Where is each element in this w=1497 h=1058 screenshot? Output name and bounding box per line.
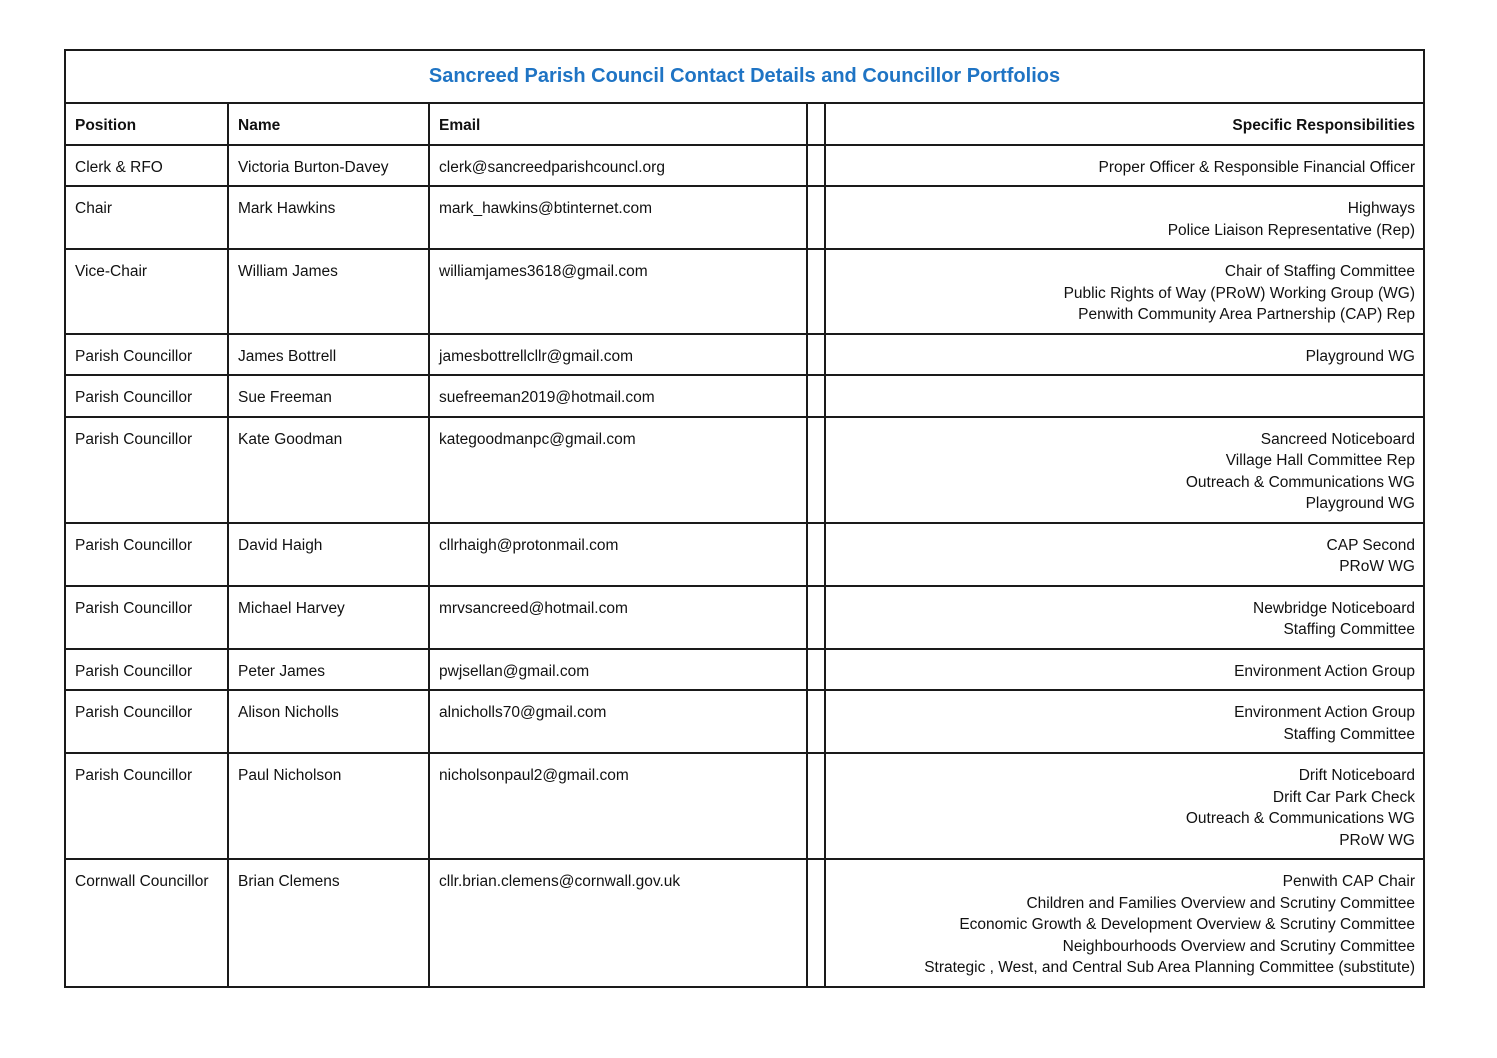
table-row bbox=[65, 375, 1424, 417]
name-cell: Peter James bbox=[228, 649, 429, 691]
name-cell: Alison Nicholls bbox=[228, 690, 429, 753]
name-cell: Mark Hawkins bbox=[228, 186, 429, 249]
spacer-cell bbox=[807, 649, 825, 691]
header-spacer bbox=[807, 103, 825, 145]
responsibility-item: Outreach & Communications WG bbox=[1185, 810, 1415, 827]
responsibilities-cell bbox=[825, 375, 1424, 417]
responsibilities-cell bbox=[825, 586, 1424, 649]
spacer-cell bbox=[807, 586, 825, 649]
responsibility-item: Staffing Committee bbox=[1283, 725, 1415, 743]
name-cell: Michael Harvey bbox=[228, 586, 429, 649]
spacer-cell bbox=[807, 417, 825, 523]
email-cell: clerk@sancreedparishcouncl.org bbox=[429, 145, 807, 187]
spacer-cell bbox=[807, 859, 825, 987]
name-cell: William James bbox=[228, 249, 429, 334]
email-cell: cllrhaigh@protonmail.com bbox=[429, 523, 807, 586]
email-cell: kategoodmanpc@gmail.com bbox=[429, 417, 807, 523]
responsibility-item: Proper Officer & Responsible Financial Officer bbox=[1098, 158, 1415, 176]
name-cell: Paul Nicholson bbox=[228, 753, 429, 859]
name-cell: David Haigh bbox=[228, 523, 429, 586]
email-cell: mrvsancreed@hotmail.com bbox=[429, 586, 807, 649]
header-position: Position bbox=[65, 103, 228, 145]
table-row bbox=[65, 249, 1424, 334]
spacer-cell bbox=[807, 753, 825, 859]
table-row bbox=[65, 649, 1424, 691]
responsibilities-cell bbox=[825, 249, 1424, 334]
table-row bbox=[65, 586, 1424, 649]
councillor-table bbox=[64, 49, 1425, 988]
responsibility-item: Chair of Staffing Committee bbox=[1224, 263, 1415, 280]
responsibilities-cell bbox=[825, 523, 1424, 586]
responsibility-item: Strategic , West, and Central Sub Area Planning Committee (substitute) bbox=[924, 959, 1415, 976]
responsibility-item: Neighbourhoods Overview and Scrutiny Committee bbox=[1062, 937, 1415, 955]
responsibility-item: Newbridge Noticeboard bbox=[1253, 599, 1415, 617]
responsibility-item: Playground WG bbox=[1305, 495, 1415, 512]
page-title: Sancreed Parish Council Contact Details and Councillor Portfolios bbox=[65, 50, 1424, 103]
email-cell: alnicholls70@gmail.com bbox=[429, 690, 807, 753]
responsibility-item: PRoW WG bbox=[1339, 831, 1415, 849]
responsibilities-cell bbox=[825, 649, 1424, 691]
title-row bbox=[65, 50, 1424, 103]
table-row bbox=[65, 186, 1424, 249]
position-cell: Parish Councillor bbox=[65, 649, 228, 691]
responsibility-item: Highways bbox=[1347, 200, 1415, 217]
table-row bbox=[65, 690, 1424, 753]
spacer-cell bbox=[807, 186, 825, 249]
position-cell: Clerk & RFO bbox=[65, 145, 228, 187]
responsibilities-cell bbox=[825, 753, 1424, 859]
responsibilities-cell bbox=[825, 145, 1424, 187]
table-body bbox=[65, 145, 1424, 987]
header-responsibilities: Specific Responsibilities bbox=[825, 103, 1424, 145]
spacer-cell bbox=[807, 249, 825, 334]
responsibility-item: Environment Action Group bbox=[1234, 704, 1415, 721]
responsibilities-cell bbox=[825, 186, 1424, 249]
responsibilities-cell bbox=[825, 417, 1424, 523]
responsibility-item: Outreach & Communications WG bbox=[1185, 473, 1415, 491]
table-row bbox=[65, 523, 1424, 586]
responsibility-item: PRoW WG bbox=[1339, 558, 1415, 575]
table-row bbox=[65, 417, 1424, 523]
responsibility-item: Sancreed Noticeboard bbox=[1260, 430, 1415, 448]
spacer-cell bbox=[807, 334, 825, 376]
responsibility-item: Drift Car Park Check bbox=[1272, 788, 1415, 806]
position-cell: Parish Councillor bbox=[65, 375, 228, 417]
email-cell: jamesbottrellcllr@gmail.com bbox=[429, 334, 807, 376]
name-cell: Kate Goodman bbox=[228, 417, 429, 523]
header-email: Email bbox=[429, 103, 807, 145]
responsibility-item: Village Hall Committee Rep bbox=[1225, 452, 1415, 469]
spacer-cell bbox=[807, 145, 825, 187]
spacer-cell bbox=[807, 375, 825, 417]
email-cell: pwjsellan@gmail.com bbox=[429, 649, 807, 691]
responsibilities-cell bbox=[825, 334, 1424, 376]
table-row bbox=[65, 753, 1424, 859]
email-cell: mark_hawkins@btinternet.com bbox=[429, 186, 807, 249]
position-cell: Cornwall Councillor bbox=[65, 859, 228, 987]
responsibility-item: Penwith Community Area Partnership (CAP) Rep bbox=[1078, 306, 1415, 323]
responsibility-item: Environment Action Group bbox=[1234, 662, 1415, 680]
name-cell: James Bottrell bbox=[228, 334, 429, 376]
responsibility-item: Economic Growth & Development Overview & Scrutiny Committee bbox=[959, 916, 1415, 933]
name-cell: Brian Clemens bbox=[228, 859, 429, 987]
responsibility-item: Drift Noticeboard bbox=[1298, 767, 1415, 784]
position-cell: Vice-Chair bbox=[65, 249, 228, 334]
responsibility-item: Children and Families Overview and Scrutiny Committee bbox=[1026, 894, 1415, 912]
position-cell: Chair bbox=[65, 186, 228, 249]
responsibility-item: Police Liaison Representative (Rep) bbox=[1167, 221, 1415, 239]
position-cell: Parish Councillor bbox=[65, 523, 228, 586]
header-name: Name bbox=[228, 103, 429, 145]
name-cell: Victoria Burton-Davey bbox=[228, 145, 429, 187]
spacer-cell bbox=[807, 523, 825, 586]
header-row bbox=[65, 103, 1424, 145]
email-cell: suefreeman2019@hotmail.com bbox=[429, 375, 807, 417]
contact-sheet bbox=[64, 49, 1425, 988]
position-cell: Parish Councillor bbox=[65, 417, 228, 523]
responsibility-item: Public Rights of Way (PRoW) Working Group (WG) bbox=[1063, 284, 1415, 302]
position-cell: Parish Councillor bbox=[65, 753, 228, 859]
name-cell: Sue Freeman bbox=[228, 375, 429, 417]
responsibilities-cell bbox=[825, 859, 1424, 987]
position-cell: Parish Councillor bbox=[65, 690, 228, 753]
email-cell: nicholsonpaul2@gmail.com bbox=[429, 753, 807, 859]
responsibility-item: Playground WG bbox=[1305, 347, 1415, 365]
email-cell: williamjames3618@gmail.com bbox=[429, 249, 807, 334]
responsibilities-cell bbox=[825, 690, 1424, 753]
responsibility-item: CAP Second bbox=[1326, 536, 1415, 554]
position-cell: Parish Councillor bbox=[65, 586, 228, 649]
email-cell: cllr.brian.clemens@cornwall.gov.uk bbox=[429, 859, 807, 987]
table-row bbox=[65, 859, 1424, 987]
responsibility-item: Penwith CAP Chair bbox=[1282, 873, 1415, 890]
position-cell: Parish Councillor bbox=[65, 334, 228, 376]
table-row bbox=[65, 334, 1424, 376]
table-row bbox=[65, 145, 1424, 187]
responsibility-item: Staffing Committee bbox=[1283, 621, 1415, 638]
spacer-cell bbox=[807, 690, 825, 753]
